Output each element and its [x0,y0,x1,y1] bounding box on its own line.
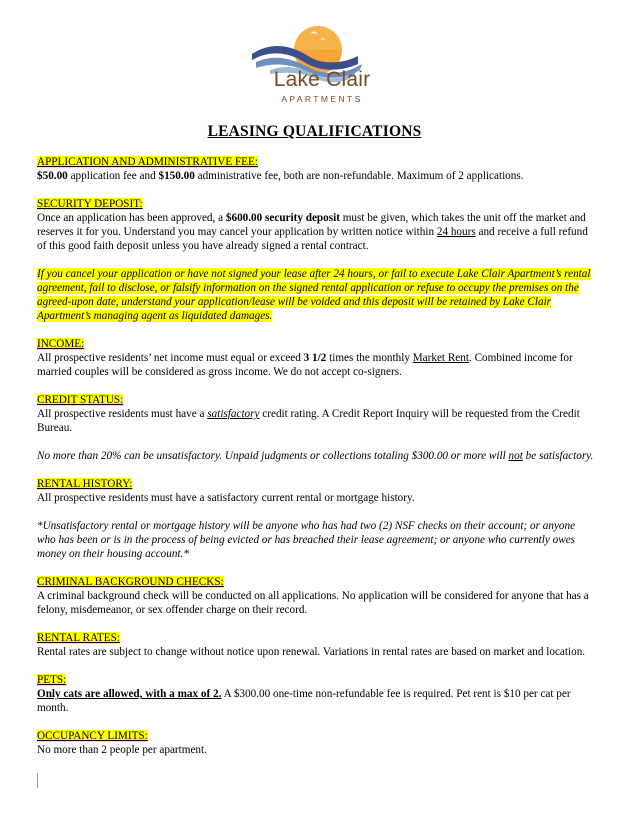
income-text-2: times the monthly [326,352,413,364]
section-occupancy [37,729,595,757]
section-security-deposit [37,197,595,253]
security-amount: $600.00 [225,212,263,224]
heading-occupancy: OCCUPANCY LIMITS: [37,730,148,742]
occupancy-text: No more than 2 people per apartment. [37,744,207,756]
admin-fee-amount: $150.00 [158,170,195,182]
security-text-1: Once an application has been approved, a [37,212,226,224]
security-warning-text: If you cancel your application or have not signed your lease after 24 hours, or fail to execute Lake Clair Apartment’s rental agreement, fail to disclose, or falsify information on the signed rental application or refuse to occupy the premises on the agreed-upon date, understand your application/lease will be voided and this deposit will be retained by Lake Clair Apartment’s managing agent as liquidated damages. [37,268,591,322]
security-term: security deposit [265,212,340,224]
credit-note-not: not [508,450,523,462]
heading-pets: PETS: [37,674,67,686]
pets-bold-text: Only cats are allowed, with a max of 2. [37,688,222,700]
heading-rental-rates: RENTAL RATES: [37,632,120,644]
section-pets [37,673,595,715]
credit-note-2: be satisfactory. [522,450,594,462]
application-fee-amount: $50.00 [37,170,68,182]
heading-application: APPLICATION AND ADMINISTRATIVE FEE: [37,156,258,168]
application-text-1: application fee and [67,170,159,182]
heading-security-deposit: SECURITY DEPOSIT: [37,198,143,210]
credit-text-2: credit rating. A Credit Report Inquiry will be requested from the Credit Bureau. [37,408,580,434]
income-multiple: 3 1/2 [303,352,327,364]
brand-subtitle: APARTMENTS [281,94,363,104]
rental-history-note: *Unsatisfactory rental or mortgage history will be anyone who has had two (2) NSF checks on their account; or anyone who has been or is in the process of being evicted or has breached their lease agreement; or anyone who currently owes money on their housing account.* [37,520,576,560]
brand-name: Lake Clair [273,68,371,91]
rental-rates-text: Rental rates are subject to change without notice upon renewal. Variations in rental rates are based on market and location. [37,646,586,658]
document-body [37,155,595,757]
heading-rental-history: RENTAL HISTORY: [37,478,133,490]
application-text-2: administrative fee, both are non-refundable. Maximum of 2 applications. [194,170,524,182]
credit-text-1: All prospective residents must have a [37,408,208,420]
section-credit [37,393,595,435]
credit-satisfactory: satisfactory [207,408,260,420]
section-application [37,155,595,183]
income-text-1: All prospective residents’ net income must equal or exceed [37,352,304,364]
criminal-text: A criminal background check will be conducted on all applications. No application will be considered for anyone that has a felony, misdemeanor, or sex offender charge on their record. [37,590,589,616]
page-title: LEASING QUALIFICATIONS [207,123,422,140]
credit-note-1: No more than 20% can be unsatisfactory. Unpaid judgments or collections totaling $300.00 or more will [37,450,509,462]
pets-text: A $300.00 one-time non-refundable fee is required. Pet rent is $10 per cat per month. [37,688,571,714]
income-text-3: . Combined income for married couples will be considered as gross income. We do not accept co-signers. [37,352,573,378]
text-cursor [37,773,38,788]
section-rental-history [37,477,595,505]
heading-credit: CREDIT STATUS: [37,394,124,406]
security-warning [37,267,595,323]
security-hours: 24 hours [436,226,476,238]
heading-income: INCOME: [37,338,85,350]
section-income [37,337,595,379]
security-text-3: must be given, which takes the unit off the market and reserves it for you. Understand you may cancel your application by written notice within [37,212,586,238]
heading-criminal: CRIMINAL BACKGROUND CHECKS: [37,576,224,588]
security-text-4: and receive a full refund of this good faith deposit unless you have already signed a rental contract. [37,226,588,252]
section-criminal [37,575,595,617]
section-rental-rates [37,631,595,659]
income-market-rent: Market Rent [412,352,469,364]
rental-history-text: All prospective residents must have a satisfactory current rental or mortgage history. [37,492,415,504]
credit-note [37,449,595,463]
